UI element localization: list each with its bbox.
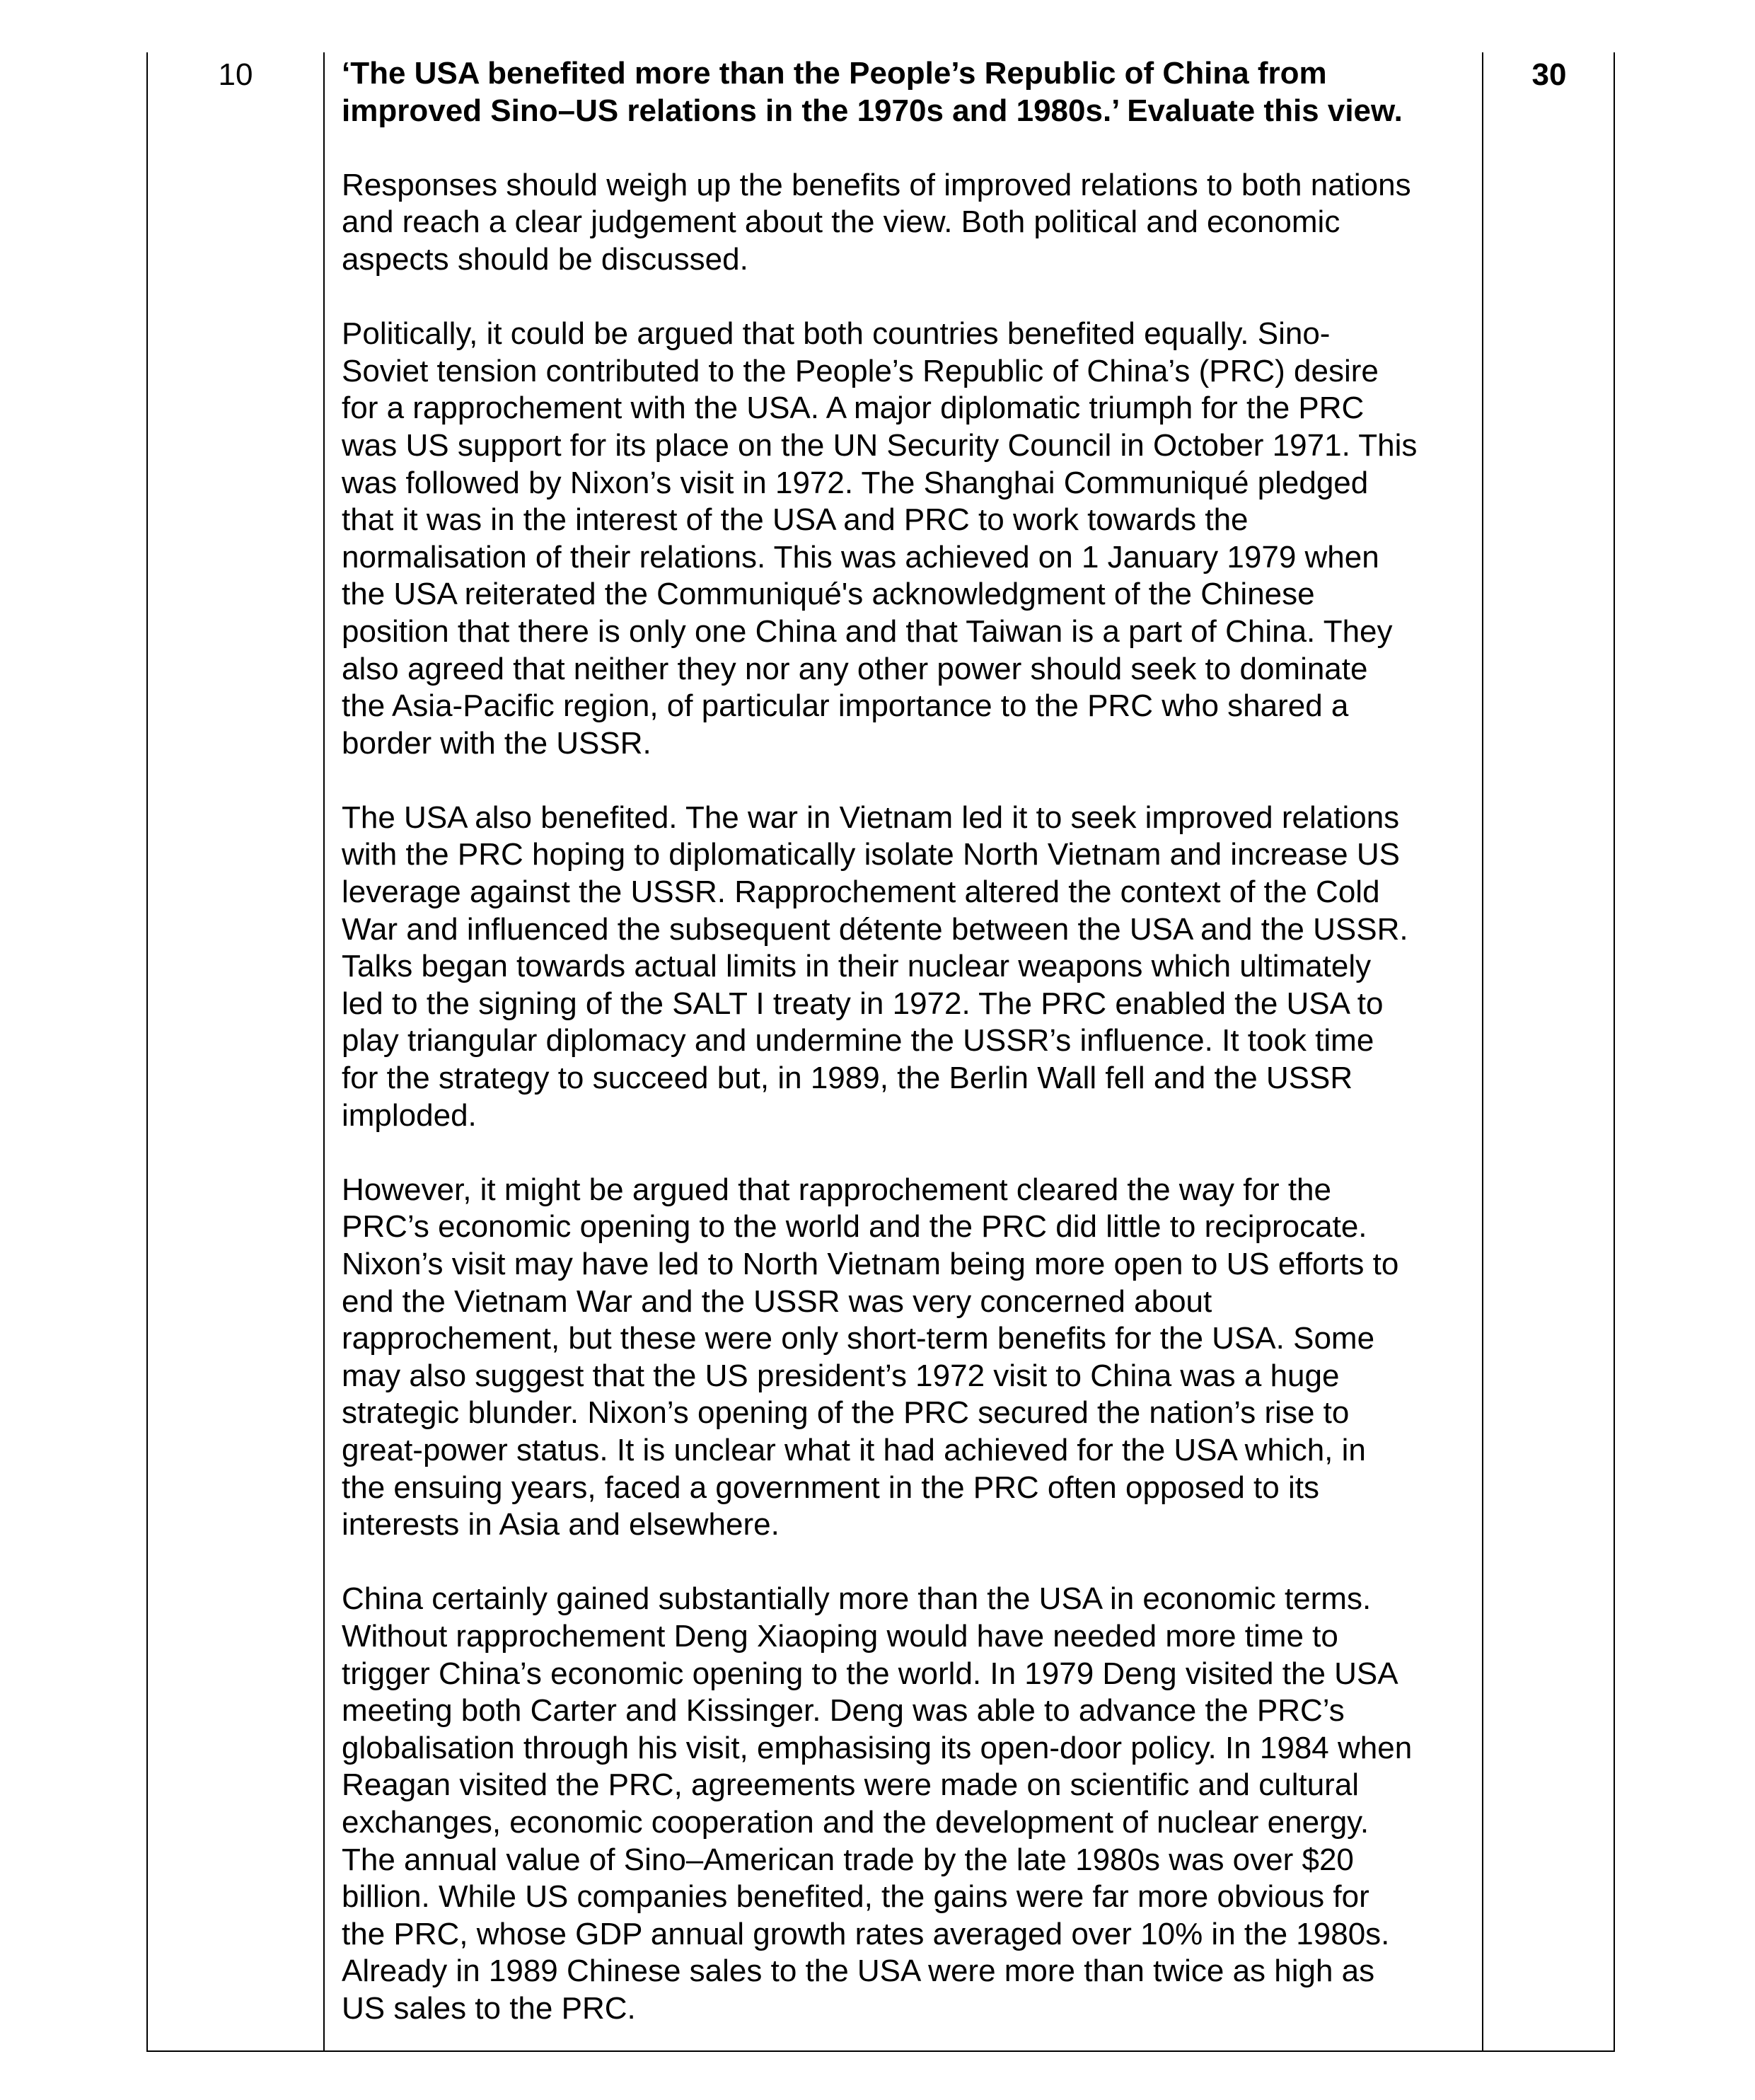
paragraph-line: play triangular diplomacy and undermine the USSR’s influence. It took time — [342, 1023, 1374, 1058]
paragraph-line: exchanges, economic cooperation and the development of nuclear energy. — [342, 1804, 1369, 1840]
paragraph-line: Reagan visited the PRC, agreements were made on scientific and cultural — [342, 1767, 1360, 1803]
paragraph-line: interests in Asia and elsewhere. — [342, 1507, 780, 1542]
guidance-paragraph — [342, 167, 1473, 279]
paragraph-line: was US support for its place on the UN Security Council in October 1971. This — [342, 427, 1418, 463]
paragraph-line: for a rapprochement with the USA. A major diplomatic triumph for the PRC — [342, 391, 1365, 426]
paragraph-line: Soviet tension contributed to the People’s Republic of China’s (PRC) desire — [342, 353, 1379, 388]
column-divider — [323, 52, 325, 2050]
paragraph-line: was followed by Nixon’s visit in 1972. The Shanghai Communiqué pledged — [342, 465, 1369, 500]
paragraph-line: Nixon’s visit may have led to North Vietnam being more open to US efforts to — [342, 1247, 1399, 1281]
paragraph-line: US sales to the PRC. — [342, 1990, 636, 2026]
marks-value: 30 — [1531, 57, 1567, 92]
paragraph-line: imploded. — [342, 1097, 477, 1133]
paragraph-line: The annual value of Sino–American trade by the late 1980s was over $20 — [342, 1842, 1354, 1877]
paragraph-line: with the PRC hoping to diplomatically isolate North Vietnam and increase US — [342, 837, 1400, 872]
paragraph-line: Responses should weigh up the benefits of improved relations to both nations — [342, 167, 1411, 202]
paragraph-line: the PRC, whose GDP annual growth rates averaged over 10% in the 1980s. — [342, 1916, 1390, 1951]
answer-guidance — [342, 55, 1473, 2027]
paragraph-line: led to the signing of the SALT I treaty in 1972. The PRC enabled the USA to — [342, 986, 1384, 1021]
paragraph-line: the ensuing years, faced a government in the PRC often opposed to its — [342, 1470, 1319, 1505]
paragraph-line: the USA reiterated the Communiqué's acknowledgment of the Chinese — [342, 577, 1315, 612]
paragraph-line: leverage against the USSR. Rapprochement altered the context of the Cold — [342, 875, 1380, 910]
question-title-line: improved Sino–US relations in the 1970s and 1980s.’ Evaluate this view. — [342, 93, 1403, 128]
paragraph-line: strategic blunder. Nixon’s opening of the PRC secured the nation’s rise to — [342, 1395, 1350, 1431]
paragraph-line: Talks began towards actual limits in their nuclear weapons which ultimately — [342, 949, 1372, 984]
paragraph-line: border with the USSR. — [342, 725, 651, 761]
paragraph-line: However, it might be argued that rapprochement cleared the way for the — [342, 1172, 1331, 1207]
paragraph-line: meeting both Carter and Kissinger. Deng was able to advance the PRC’s — [342, 1693, 1345, 1729]
paragraph-line: rapprochement, but these were only short-term benefits for the USA. Some — [342, 1321, 1375, 1356]
guidance-paragraph — [342, 316, 1473, 762]
guidance-paragraph — [342, 1172, 1473, 1544]
question-title — [342, 55, 1473, 129]
paragraph-line: globalisation through his visit, emphasising its open-door policy. In 1984 when — [342, 1730, 1413, 1765]
paragraph-line: PRC’s economic opening to the world and the PRC did little to reciprocate. — [342, 1209, 1367, 1245]
paragraph-line: also agreed that neither they nor any other power should seek to dominate — [342, 651, 1368, 686]
question-number: 10 — [218, 57, 253, 92]
paragraph-line: may also suggest that the US president’s 1972 visit to China was a huge — [342, 1358, 1340, 1393]
guidance-paragraph — [342, 1581, 1473, 2027]
paragraph-line: great-power status. It is unclear what it had achieved for the USA which, in — [342, 1432, 1366, 1467]
question-title-line: ‘The USA benefited more than the People’s Republic of China from — [342, 56, 1327, 91]
paragraph-line: normalisation of their relations. This was achieved on 1 January 1979 when — [342, 539, 1379, 575]
paragraph-line: China certainly gained substantially more than the USA in economic terms. — [342, 1581, 1372, 1617]
paragraph-line: Already in 1989 Chinese sales to the USA were more than twice as high as — [342, 1954, 1375, 1989]
paragraph-line: for the strategy to succeed but, in 1989, the Berlin Wall fell and the USSR — [342, 1061, 1353, 1096]
paragraph-line: billion. While US companies benefited, the gains were far more obvious for — [342, 1879, 1369, 1915]
paragraph-line: the Asia-Pacific region, of particular importance to the PRC who shared a — [342, 688, 1349, 724]
paragraph-line: trigger China’s economic opening to the world. In 1979 Deng visited the USA — [342, 1656, 1398, 1691]
paragraph-line: and reach a clear judgement about the view. Both political and economic — [342, 204, 1340, 240]
paragraph-line: end the Vietnam War and the USSR was very concerned about — [342, 1283, 1212, 1319]
paragraph-line: aspects should be discussed. — [342, 241, 748, 277]
guidance-paragraphs — [342, 167, 1473, 2028]
mark-scheme-table — [146, 52, 1615, 2052]
column-divider — [1482, 52, 1483, 2050]
paragraph-line: War and influenced the subsequent détente between the USA and the USSR. — [342, 911, 1408, 947]
paragraph-line: position that there is only one China and that Taiwan is a part of China. They — [342, 613, 1393, 649]
paragraph-line: that it was in the interest of the USA and PRC to work towards the — [342, 502, 1249, 538]
guidance-paragraph — [342, 800, 1473, 1134]
paragraph-line: Without rapprochement Deng Xiaoping would have needed more time to — [342, 1618, 1338, 1654]
paragraph-line: Politically, it could be argued that both countries benefited equally. Sino- — [342, 316, 1331, 352]
paragraph-line: The USA also benefited. The war in Vietnam led it to seek improved relations — [342, 800, 1400, 835]
